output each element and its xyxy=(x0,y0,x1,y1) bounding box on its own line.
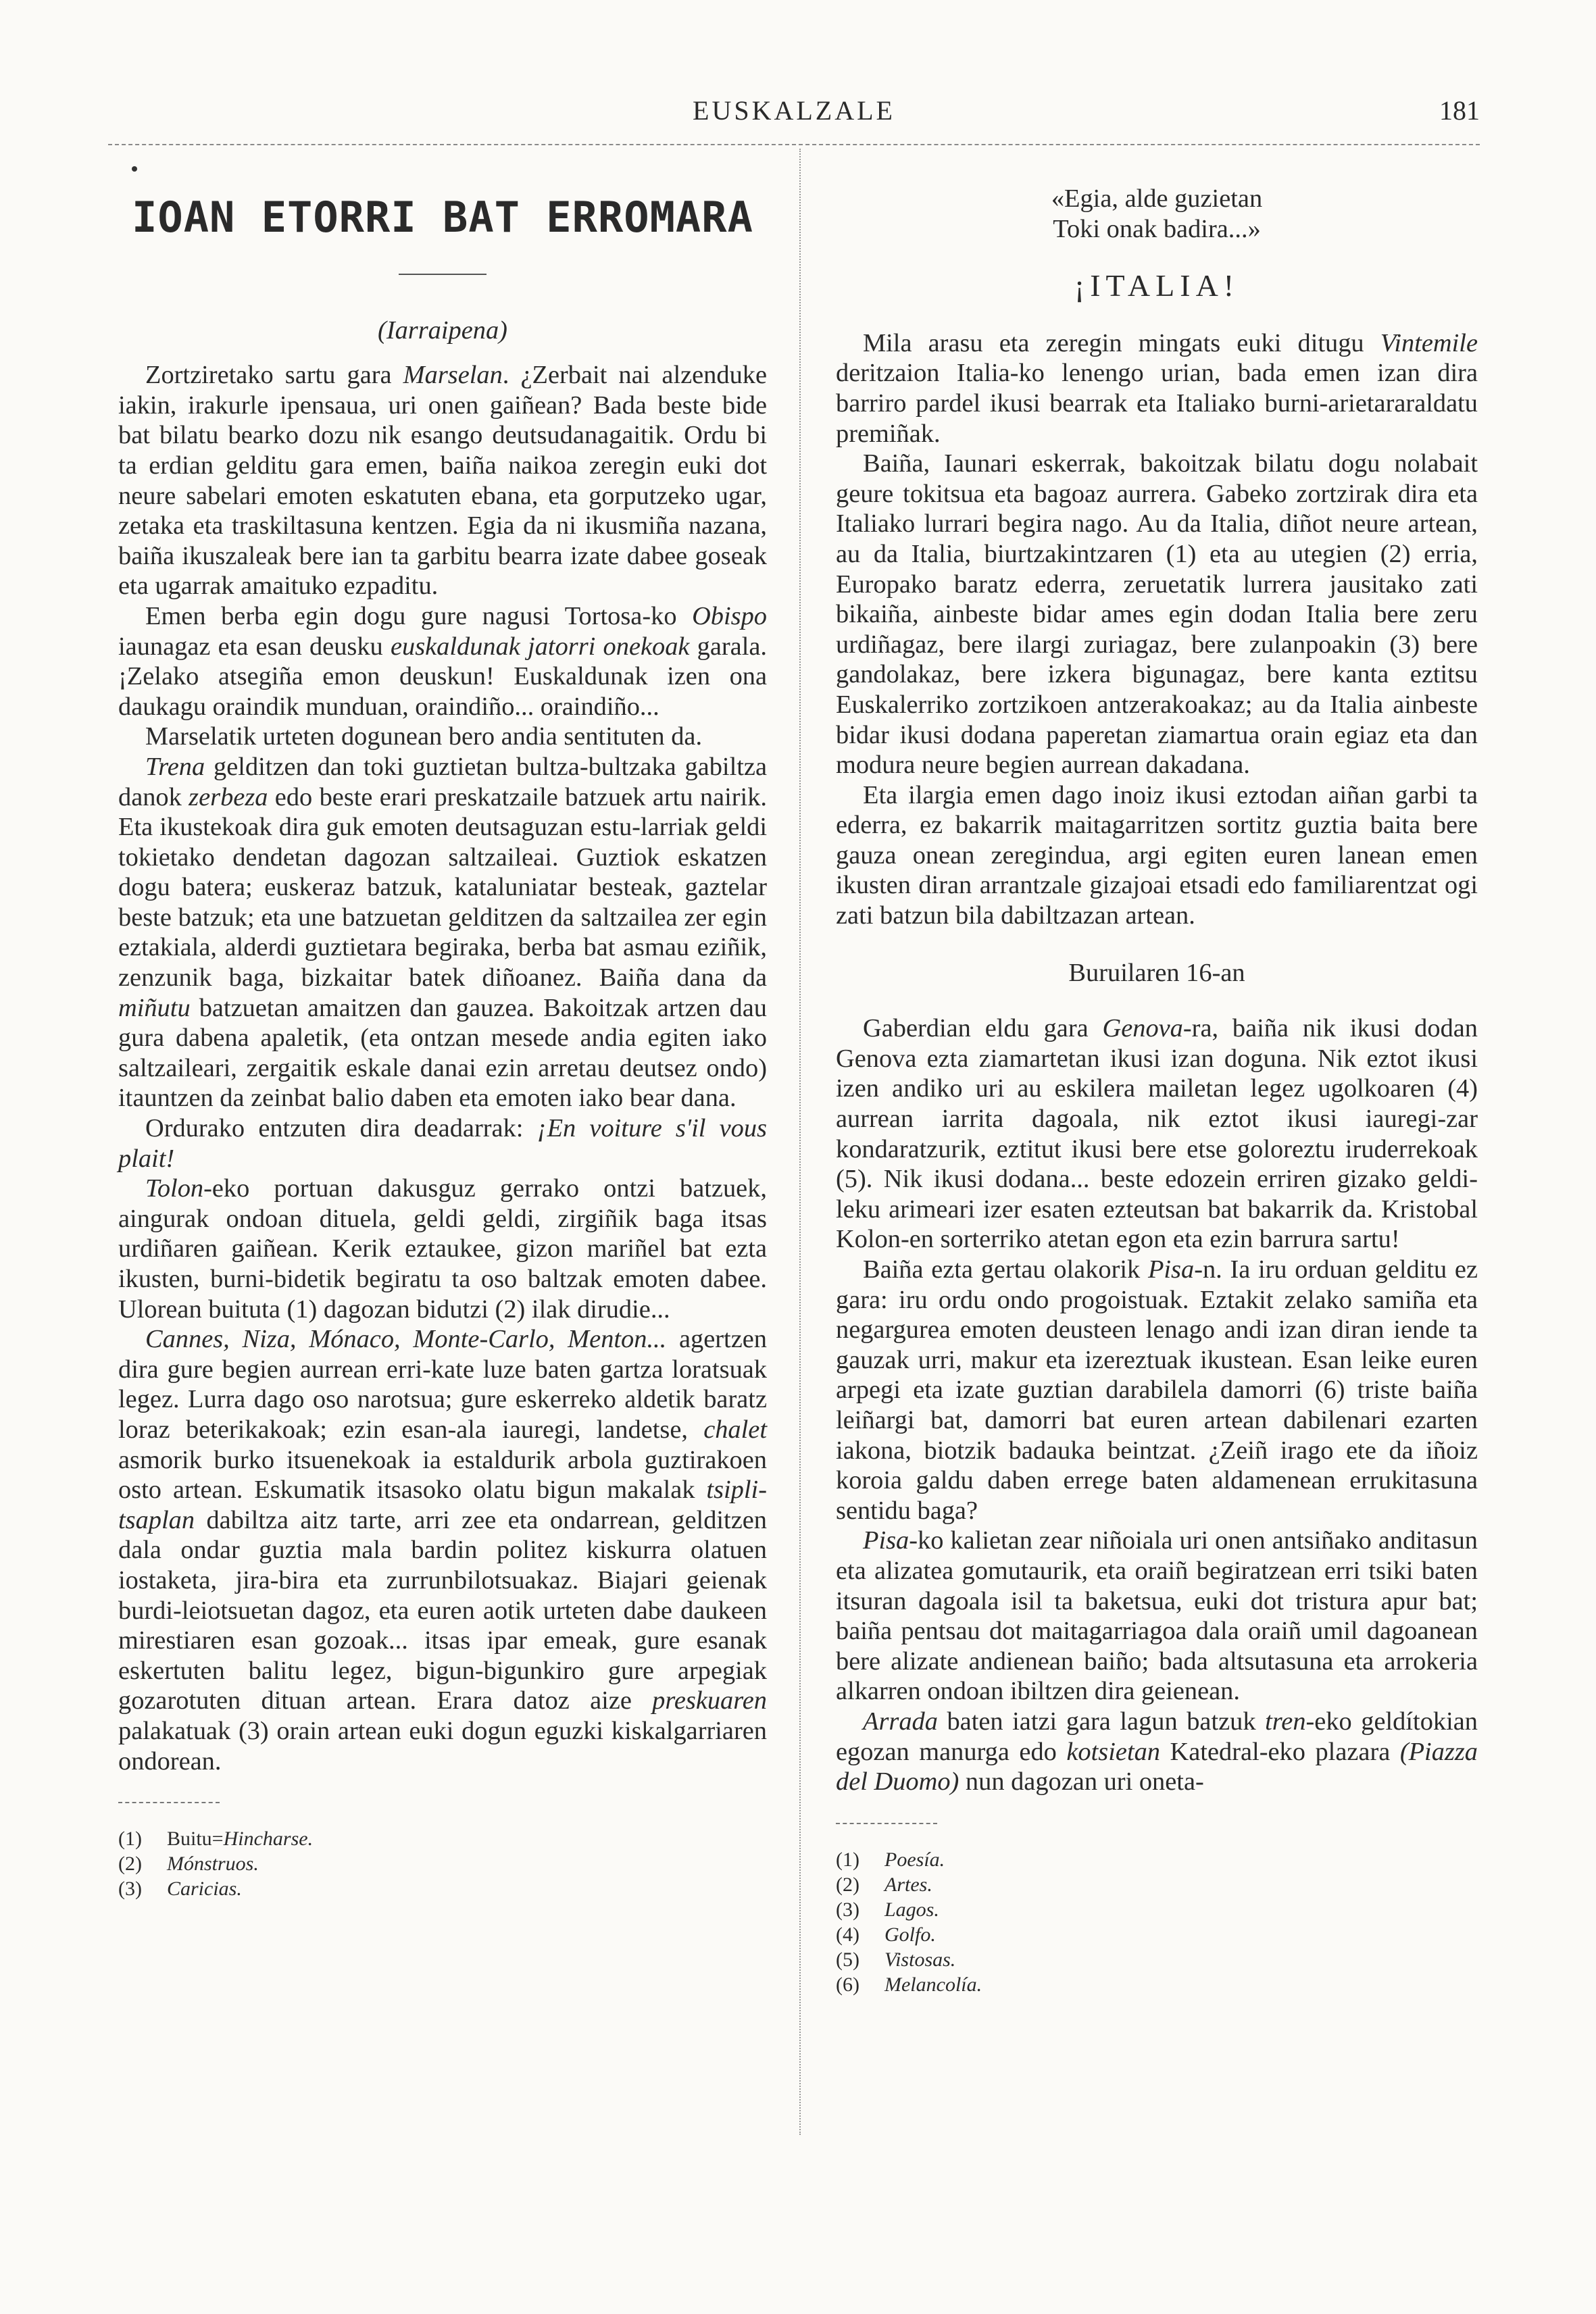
paragraph: Arrada baten iatzi gara lagun batzuk tren-eko geldítokian egozan manurga edo kotsietan Katedral-eko plazara (Piazza del Duomo) nun dagozan uri oneta- xyxy=(836,1707,1478,1796)
paragraph: Cannes, Niza, Mónaco, Monte-Carlo, Menton... agertzen dira gure begien aurrean erri-kate luze baten gartza loratsuak legez. Lurra dago oso narotsua; gure eskerreko aldetik baratz loraz beterikakoak; ezin esan-ala iauregi, landetse, chalet asmorik burko itsuenekoak ia estaldurik arbola guztirakoen osto artean. Eskumatik itsasoko olatu bigun makalak tsipli-tsaplan dabiltza aitz tarte, arri zee eta ondarrean, gelditzen dala ondar guztia mala bardin politez kiskurra olatuen iostaketa, jira-bira eta zurrunbilotsuakaz. Biajari geienak burdi-leiotsuetan dagoz, eta euren aotik urteten dabe daukeen mirestiaren esan gozoak... itsas ipar emeak, gure esanak eskertuten balitu legez, bigun-bigunkiro gure arpegiak gozarotuten dituan artean. Erara datoz aize preskuaren palakatuak (3) orain artean euki dogun eguzki kiskalgarriaren ondorean. xyxy=(118,1325,767,1776)
footnote: (3) Lagos. xyxy=(836,1898,939,1921)
paragraph: Gaberdian eldu gara Genova-ra, baiña nik ikusi dodan Genova ezta ziamartetan ikusi izan doguna. Nik eztot ikusi izen andiko uri au eskilera mailetan legez ugolkoaren (4) aurrean iarrita dagoala, nik eztot ikusi iauregi-zar kondaratzurik, eztitut ikusi bere etse goloreztu iruderrekoak (5). Nik ikusi dodana... beste edozein erriren gizako geldi-leku arimeari izer esaten ezteutsan bat bakarrik da. Kristobal Kolon-en sorterriko atetan egon eta ezin barrura sartu! xyxy=(836,1014,1478,1254)
footnote: (1) Poesía. xyxy=(836,1848,945,1871)
paragraph: Tolon-eko portuan dakusguz gerrako ontzi batzuek, aingurak ondoan dituela, geldi geldi, zirgiñik baga itsas urdiñaren gaiñean. Kerik eztaukee, gizon mariñel bat ezta ikusten, burni-bidetik begiratu ta oso baltzak emoten dabee. Ulorean buituta (1) dagozan bidutzi (2) ilak dirudie... xyxy=(118,1174,767,1324)
footnote: (4) Golfo. xyxy=(836,1923,936,1946)
paragraph: Eta ilargia emen dago inoiz ikusi eztodan aiñan garbi ta ederra, ez bakarrik maitagarritzen sortitz guztia baita bere gauza onean zeregindua, argi egiten euren lanean emen ikusten diran arrantzale gizajoai etsadi edo familiarentzat ogi zati batzun bila dabiltzazan artean. xyxy=(836,780,1478,930)
paragraph: Trena gelditzen dan toki guztietan bultza-bultzaka gabiltza danok zerbeza edo beste erari preskatzaile batzuek artu nairik. Eta ikustekoak dira guk emoten deutsaguzan estu-larriak geldi tokietako dendetan dagozan saltzaileai. Guztiok eskatzen dogu batera; euskeraz batzuk, kataluniatar besteak, gaztelar beste batzuk; eta une batzuetan gelditzen da saltzailea zer egin eztakiala, alderdi guztietara begiraka, berba bat asmau eziñik, zenzunik baga, bizkaitar batek diñoanez. Baiña dana da miñutu batzuetan amaitzen dan gauzea. Bakoitzak artzen dau gura dabena apaletik, (eta ontzan mesede andia egiten iako saltzaileari, zergaitik eskale danai ezin arretau deutsez ondo) itauntzen da zeinbat balio daben eta emoten iako bear dana. xyxy=(118,752,767,1113)
footnotes-right xyxy=(836,1847,1478,1997)
header-rule xyxy=(108,144,1480,145)
footnote: (1) Buitu=Hincharse. xyxy=(118,1828,314,1851)
page-header xyxy=(108,95,1480,142)
footnote: (3) Caricias. xyxy=(118,1878,242,1901)
footnotes-left xyxy=(118,1826,767,1901)
paragraph: Mila arasu eta zeregin mingats euki ditugu Vintemile deritzaion Italia-ko lenengo urian, bada emen izan dira barriro pardel ikusi bearrak eta Italiako burni-arietararaldatu premiñak. xyxy=(836,328,1478,448)
paragraph: Baiña ezta gertau olakorik Pisa-n. Ia iru orduan gelditu ez gara: iru ordu ondo progoistuak. Eztakit zelako samiña eta negargurea emoten deusteen lenago andi izan diran iende ta gauzak urri, makur eta izereztuak ikustean. Esan leike euren arpegi eta izate guztian darabilela damorri (6) triste baiña leiñargi bat, damorri bat euren artean dabilenari ezarten iakona, biotzik badauka beintzat. ¿Zeiñ irago ete da iñoiz koroia galdu daben errege baten aldamenean errukitasuna sentidu baga? xyxy=(836,1255,1478,1525)
paragraph: Marselatik urteten dogunean bero andia sentituten da. xyxy=(145,722,703,751)
title-rule xyxy=(399,274,487,275)
dateline: Buruilaren 16-an xyxy=(1068,958,1245,987)
article-subtitle: (Iarraipena) xyxy=(378,316,507,345)
ink-dot xyxy=(132,166,137,172)
paragraph: Pisa-ko kalietan zear niñoiala uri onen antsiñako anditasun eta alizatea gomutaurik, eta oraiñ begiratzean erri tsiki baten itsuran dagoala isil ta baketsua, euki dot tristura apur bat; baiña pentsau dot maitagarriagoa dala oraiñ umil dagoanean bere alizate andienean baiño; bada altsutasuna eta arrokeria alkarren ondoan ibiltzen dira geienean. xyxy=(836,1526,1478,1706)
column-divider xyxy=(799,149,801,2135)
left-column xyxy=(118,189,767,1901)
section-heading: ¡ITALIA! xyxy=(1074,268,1240,303)
page-number: 181 xyxy=(1439,95,1480,126)
epigraph: «Egia, alde guzietan Toki onak badira...» xyxy=(1051,184,1263,243)
footnote: (2) Mónstruos. xyxy=(118,1853,259,1876)
footnote: (6) Melancolía. xyxy=(836,1973,982,1996)
paragraph: Baiña, Iaunari eskerrak, bakoitzak bilatu dogu nolabait geure tokitsua eta bagoaz aurrera. Gabeko zortzirak dira eta Italiako lurrari begira nago. Au da Italia, diñot neure artean, au da Italia, biurtzakintzaren (1) eta au utegien (2) erria, Europako baratz ederra, zeruetatik lurrera jausitako zati bikaiña, ainbeste bidar ames egin dodan Italia bere zeru urdiñagaz, bere ilargi zuriagaz, bere zulanpoakin (3) bere gandolakaz, bere izkera bigunagaz, bere kanta eztitsu Euskalerriko zortzikoen antzerakoakaz; au da Italia ainbeste bidar ikusi dodana paperetan ziamartua orain egiaz eta dan modura neure begien aurrean dakadana. xyxy=(836,449,1478,780)
article-title: IOAN ETORRI BAT ERROMARA xyxy=(132,193,753,242)
footnote-rule xyxy=(836,1823,937,1824)
paragraph: Ordurako entzuten dira deadarrak: ¡En voiture s'il vous plait! xyxy=(118,1114,767,1173)
paragraph: Zortziretako sartu gara Marselan. ¿Zerbait nai alzenduke iakin, irakurle ipensaua, uri onen gaiñean? Bada beste bide bat bilatu bearko dozu nik esango deutsudanagaitik. Ordu bi ta erdian gelditu gara emen, baiña naikoa zeregin euki dot neure sabelari emoten eskatuten ebana, eta gorputzeko ugar, zetaka eta traskiltasuna kentzen. Egia da ni ikusmiña nazana, baiña ikuszaleak bere ian ta garbitu bearra izate dabee goseak eta ugarrak amaituko ezpaditu. xyxy=(118,361,768,601)
footnote-rule xyxy=(118,1802,220,1803)
running-head: EUSKALZALE xyxy=(693,95,895,126)
footnote: (5) Vistosas. xyxy=(836,1948,956,1971)
right-column xyxy=(836,184,1478,1997)
footnote: (2) Artes. xyxy=(836,1873,932,1896)
paragraph: Emen berba egin dogu gure nagusi Tortosa-ko Obispo iaunagaz eta esan deusku euskaldunak jatorri onekoak garala. ¡Zelako atsegiña emon deuskun! Euskaldunak izen ona daukagu oraindik munduan, oraindiño... oraindiño... xyxy=(118,601,768,721)
